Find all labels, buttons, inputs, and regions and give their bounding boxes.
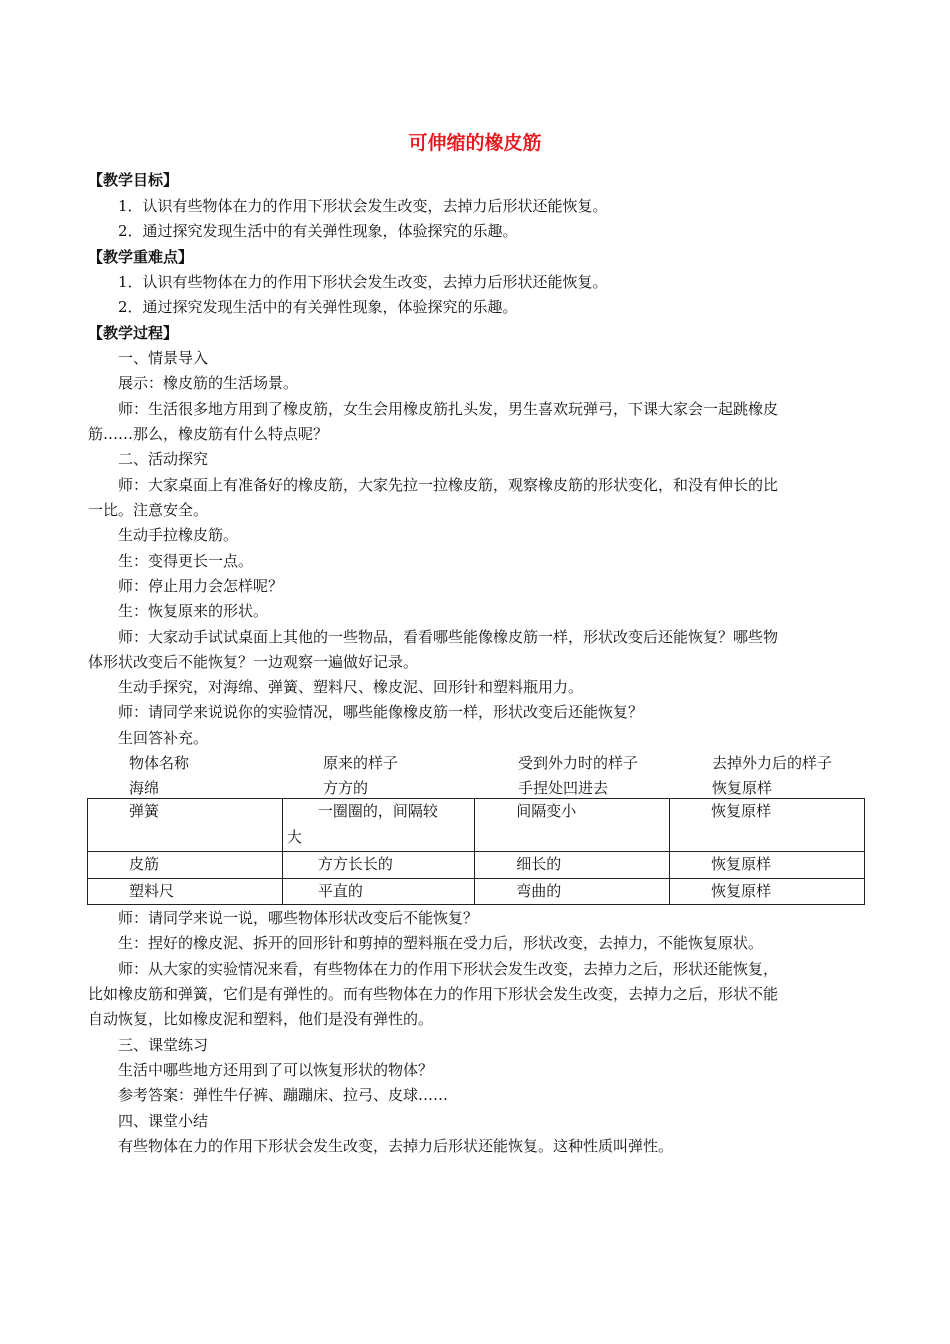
paragraph: 师：从大家的实验情况来看，有些物体在力的作用下形状会发生改变，去掉力之后，形状还能恢复， [118,960,779,978]
goal-item: 1．认识有些物体在力的作用下形状会发生改变，去掉力后形状还能恢复。 [118,197,608,215]
table-cell: 手捏处凹进去 [518,779,609,797]
paragraph: 参考答案：弹性牛仔裤、蹦蹦床、拉弓、皮球…… [118,1086,449,1104]
paragraph: 展示：橡皮筋的生活场景。 [118,374,299,392]
paragraph: 生：恢复原来的形状。 [118,602,269,620]
key-point-item: 1．认识有些物体在力的作用下形状会发生改变，去掉力后形状还能恢复。 [118,273,608,291]
table-cell: 方方的 [323,779,369,797]
table-cell-text: 弯曲的 [516,881,562,900]
table-header-cell: 受到外力时的样子 [518,754,639,772]
document-title: 可伸缩的橡皮筋 [408,132,542,154]
paragraph-continuation: 筋……那么，橡皮筋有什么特点呢？ [88,425,329,443]
table-row [88,852,865,879]
paragraph: 师：停止用力会怎样呢？ [118,577,284,595]
table-cell-text: 皮筋 [129,855,160,873]
paragraph: 二、活动探究 [118,450,209,468]
section-heading-goals: 【教学目标】 [88,171,179,189]
table-cell: 恢复原样 [712,779,773,797]
paragraph: 有些物体在力的作用下形状会发生改变，去掉力后形状还能恢复。这种性质叫弹性。 [118,1137,674,1155]
paragraph: 师：生活很多地方用到了橡皮筋，女生会用橡皮筋扎头发，男生喜欢玩弹弓，下课大家会一起跳橡皮 [118,400,779,418]
table-cell-text: 塑料尺 [129,881,175,900]
paragraph: 生动手拉橡皮筋。 [118,526,239,544]
paragraph-continuation: 体形状改变后不能恢复？一边观察一遍做好记录。 [88,653,419,671]
paragraph-continuation: 比如橡皮筋和弹簧，它们是有弹性的。而有些物体在力的作用下形状会发生改变，去掉力之后，形状不能 [88,985,779,1003]
table-cell [282,799,474,852]
table-header-cell: 物体名称 [129,754,190,772]
table-row [88,878,865,905]
table-cell [475,852,670,879]
paragraph: 四、课堂小结 [118,1112,209,1130]
key-point-item: 2．通过探究发现生活中的有关弹性现象，体验探究的乐趣。 [118,298,518,316]
table-cell-text: 一圈圈的，间隔较 [317,802,438,820]
table-cell-text: 大 [286,827,302,846]
table-cell [282,878,474,905]
section-heading-process: 【教学过程】 [88,324,179,342]
table-cell-text: 方方长长的 [317,855,393,873]
table-cell-text: 弹簧 [129,802,160,820]
paragraph: 生：变得更长一点。 [118,552,254,570]
paragraph: 师：大家动手试试桌面上其他的一些物品，看看哪些能像橡皮筋一样，形状改变后还能恢复？哪些物 [118,628,779,646]
section-heading-key-points: 【教学重难点】 [88,248,194,266]
table-cell: 海绵 [129,779,160,797]
paragraph-continuation: 一比。注意安全。 [88,501,209,519]
paragraph: 生回答补充。 [118,729,209,747]
table-header-cell: 去掉外力后的样子 [712,754,833,772]
paragraph: 生：捏好的橡皮泥、拆开的回形针和剪掉的塑料瓶在受力后，形状改变，去掉力，不能恢复原状。 [118,934,764,952]
table-cell [670,799,865,852]
table-cell-text: 平直的 [317,881,363,900]
table-header-cell: 原来的样子 [323,754,399,772]
goal-item: 2．通过探究发现生活中的有关弹性现象，体验探究的乐趣。 [118,222,518,240]
paragraph-continuation: 自动恢复，比如橡皮泥和塑料，他们是没有弹性的。 [88,1010,434,1028]
paragraph: 生动手探究，对海绵、弹簧、塑料尺、橡皮泥、回形针和塑料瓶用力。 [118,678,584,696]
table-cell-text: 间隔变小 [516,802,577,820]
table-row [88,799,865,852]
table-cell [88,878,283,905]
table-cell [88,799,283,852]
table-cell [475,878,670,905]
paragraph: 生活中哪些地方还用到了可以恢复形状的物体？ [118,1061,434,1079]
data-table [87,798,865,905]
paragraph: 师：请同学来说一说，哪些物体形状改变后不能恢复？ [118,909,479,927]
paragraph: 师：大家桌面上有准备好的橡皮筋，大家先拉一拉橡皮筋，观察橡皮筋的形状变化，和没有伸长的比 [118,476,779,494]
paragraph: 师：请同学来说说你的实验情况，哪些能像橡皮筋一样，形状改变后还能恢复？ [118,703,644,721]
table-cell [282,852,474,879]
table-cell [475,799,670,852]
table-cell [670,852,865,879]
table-cell-text: 恢复原样 [711,802,772,820]
table-cell-text: 细长的 [516,855,562,873]
table-cell [670,878,865,905]
table-cell [88,852,283,879]
paragraph: 三、课堂练习 [118,1036,209,1054]
paragraph: 一、情景导入 [118,349,209,367]
table-cell-text: 恢复原样 [711,881,772,900]
table-cell-text: 恢复原样 [711,855,772,873]
